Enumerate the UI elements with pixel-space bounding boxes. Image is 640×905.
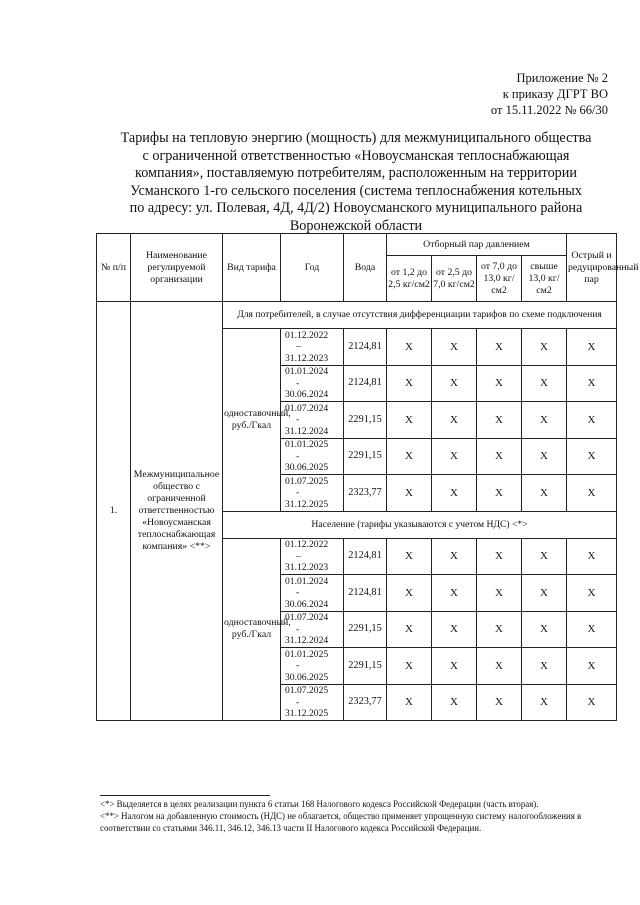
section-row bbox=[97, 302, 617, 329]
section-label: Для потребителей, в случае отсутствия дифференциации тарифов по схеме подключения bbox=[223, 302, 617, 329]
steam-tariff-p3: X bbox=[477, 684, 522, 721]
steam-tariff-p1: X bbox=[387, 438, 432, 475]
water-tariff: 2124,81 bbox=[344, 575, 387, 612]
header-steam-group: Отборный пар давлением bbox=[387, 234, 567, 256]
title-line: с ограниченной ответственностью «Новоусманская теплоснабжающая bbox=[142, 147, 570, 164]
tariff-type: одноставочный, руб./Гкал bbox=[223, 538, 281, 721]
water-tariff: 2291,15 bbox=[344, 611, 387, 648]
header-pressure-1: от 1,2 до 2,5 кг/см2 bbox=[387, 256, 432, 302]
period-cell bbox=[281, 365, 344, 402]
appendix-reference bbox=[491, 70, 608, 118]
steam-tariff-p3: X bbox=[477, 648, 522, 685]
period-dash: – bbox=[296, 550, 301, 562]
water-tariff: 2323,77 bbox=[344, 475, 387, 512]
water-tariff: 2291,15 bbox=[344, 402, 387, 439]
steam-tariff-p2: X bbox=[432, 329, 477, 366]
steam-tariff-p2: X bbox=[432, 538, 477, 575]
steam-tariff-sharp: X bbox=[567, 684, 617, 721]
steam-tariff-p2: X bbox=[432, 365, 477, 402]
steam-tariff-p2: X bbox=[432, 611, 477, 648]
period-cell bbox=[281, 475, 344, 512]
header-pressure-3: от 7,0 до 13,0 кг/см2 bbox=[477, 256, 522, 302]
steam-tariff-p1: X bbox=[387, 329, 432, 366]
period-to: 30.06.2025 bbox=[285, 671, 329, 683]
footnote-2: <**> Налогом на добавленную стоимость (НДС) не облагается, общество применяет упрощенную систему налогообложения в соответствии со статьями 346.11, 346.12, 346.13 части II Налогового кодекса Российской Федерации. bbox=[100, 811, 582, 834]
steam-tariff-sharp: X bbox=[567, 648, 617, 685]
steam-tariff-p4: X bbox=[522, 475, 567, 512]
period-from: 01.07.2024 bbox=[285, 612, 329, 623]
period-cell bbox=[281, 611, 344, 648]
steam-tariff-p3: X bbox=[477, 329, 522, 366]
steam-tariff-p1: X bbox=[387, 475, 432, 512]
steam-tariff-p4: X bbox=[522, 575, 567, 612]
period-from: 01.12.2022 bbox=[285, 329, 329, 341]
steam-tariff-p2: X bbox=[432, 648, 477, 685]
period-from: 01.01.2024 bbox=[285, 575, 329, 587]
water-tariff: 2124,81 bbox=[344, 329, 387, 366]
steam-tariff-sharp: X bbox=[567, 575, 617, 612]
steam-tariff-sharp: X bbox=[567, 538, 617, 575]
period-dash: - bbox=[296, 450, 300, 462]
steam-tariff-p1: X bbox=[387, 575, 432, 612]
tariff-table bbox=[96, 233, 639, 721]
header-organization: Наименование регулируемой организации bbox=[131, 234, 223, 302]
title-line: Усманского 1-го сельского поселения (система теплоснабжения котельных bbox=[130, 182, 582, 199]
steam-tariff-p1: X bbox=[387, 684, 432, 721]
steam-tariff-p3: X bbox=[477, 438, 522, 475]
steam-tariff-p1: X bbox=[387, 611, 432, 648]
steam-tariff-p4: X bbox=[522, 329, 567, 366]
organization-name: Межмуниципальное общество с ограниченной ответственностью «Новоусманская теплоснабжающая компания» <**> bbox=[131, 302, 223, 721]
steam-tariff-sharp: X bbox=[567, 475, 617, 512]
header-year: Год bbox=[281, 234, 344, 302]
period-to: 30.06.2025 bbox=[285, 462, 329, 473]
steam-tariff-p4: X bbox=[522, 438, 567, 475]
period-dash: - bbox=[296, 660, 300, 671]
water-tariff: 2323,77 bbox=[344, 684, 387, 721]
period-cell bbox=[281, 402, 344, 439]
steam-tariff-p4: X bbox=[522, 365, 567, 402]
table-body bbox=[97, 302, 617, 721]
steam-tariff-sharp: X bbox=[567, 438, 617, 475]
appendix-number: Приложение № 2 bbox=[516, 71, 608, 85]
footnotes bbox=[100, 795, 618, 835]
steam-tariff-sharp: X bbox=[567, 329, 617, 366]
row-number: 1. bbox=[97, 302, 131, 721]
period-to: 31.12.2024 bbox=[285, 425, 329, 437]
period-to: 31.12.2025 bbox=[285, 498, 329, 510]
period-from: 01.01.2025 bbox=[285, 648, 329, 660]
steam-tariff-p1: X bbox=[387, 365, 432, 402]
title-line: Тарифы на тепловую энергию (мощность) для межмуниципального общества bbox=[120, 130, 592, 146]
steam-tariff-p3: X bbox=[477, 611, 522, 648]
header-water: Вода bbox=[344, 234, 387, 302]
period-dash: - bbox=[296, 587, 300, 598]
appendix-order: к приказу ДГРТ ВО bbox=[502, 87, 608, 101]
period-cell bbox=[281, 575, 344, 612]
header-pressure-2: от 2,5 до 7,0 кг/см2 bbox=[432, 256, 477, 302]
steam-tariff-p2: X bbox=[432, 684, 477, 721]
steam-tariff-p3: X bbox=[477, 365, 522, 402]
steam-tariff-p3: X bbox=[477, 402, 522, 439]
footnote-1: <*> Выделяется в целях реализации пункта 6 статьи 168 Налогового кодекса Российской Федерации (часть вторая). bbox=[100, 799, 539, 809]
period-from: 01.07.2025 bbox=[285, 685, 329, 696]
steam-tariff-p2: X bbox=[432, 575, 477, 612]
title-line: по адресу: ул. Полевая, 4Д, 4Д/2) Новоусманского муниципального района bbox=[129, 200, 583, 217]
period-dash: - bbox=[296, 377, 300, 389]
period-dash: - bbox=[296, 414, 300, 425]
steam-tariff-p1: X bbox=[387, 648, 432, 685]
steam-tariff-sharp: X bbox=[567, 365, 617, 402]
water-tariff: 2291,15 bbox=[344, 648, 387, 685]
header-number: № п/п bbox=[97, 234, 131, 302]
period-from: 01.07.2024 bbox=[285, 402, 329, 414]
period-dash: - bbox=[296, 696, 300, 708]
water-tariff: 2291,15 bbox=[344, 438, 387, 475]
steam-tariff-p2: X bbox=[432, 438, 477, 475]
steam-tariff-p4: X bbox=[522, 648, 567, 685]
period-dash: – bbox=[296, 341, 301, 352]
steam-tariff-p2: X bbox=[432, 475, 477, 512]
header-pressure-4: свыше 13,0 кг/см2 bbox=[522, 256, 567, 302]
steam-tariff-sharp: X bbox=[567, 611, 617, 648]
title-line: компания», поставляемую потребителям, расположенным на территории bbox=[135, 165, 577, 182]
period-to: 31.12.2023 bbox=[285, 562, 329, 573]
period-from: 01.01.2025 bbox=[285, 439, 329, 450]
header-tariff-type: Вид тарифа bbox=[223, 234, 281, 302]
period-cell bbox=[281, 438, 344, 475]
period-to: 31.12.2024 bbox=[285, 635, 329, 646]
period-to: 31.12.2023 bbox=[285, 352, 329, 364]
steam-tariff-p4: X bbox=[522, 402, 567, 439]
period-from: 01.07.2025 bbox=[285, 475, 329, 487]
steam-tariff-p4: X bbox=[522, 684, 567, 721]
appendix-date: от 15.11.2022 № 66/30 bbox=[490, 103, 608, 117]
section-label: Население (тарифы указываются с учетом НДС) <*> bbox=[223, 511, 617, 538]
period-cell bbox=[281, 538, 344, 575]
document-title bbox=[96, 130, 616, 236]
steam-tariff-p3: X bbox=[477, 575, 522, 612]
steam-tariff-p1: X bbox=[387, 538, 432, 575]
footnote-divider bbox=[100, 795, 270, 796]
steam-tariff-p4: X bbox=[522, 538, 567, 575]
steam-tariff-p2: X bbox=[432, 402, 477, 439]
period-dash: - bbox=[296, 487, 300, 498]
period-cell bbox=[281, 684, 344, 721]
tariff-type: одноставочный, руб./Гкал bbox=[223, 329, 281, 512]
period-from: 01.01.2024 bbox=[285, 366, 329, 377]
header-sharp-steam: Острый и редуцированный пар bbox=[567, 234, 617, 302]
period-cell bbox=[281, 329, 344, 366]
period-to: 30.06.2024 bbox=[285, 598, 329, 610]
water-tariff: 2124,81 bbox=[344, 538, 387, 575]
period-cell bbox=[281, 648, 344, 685]
steam-tariff-p1: X bbox=[387, 402, 432, 439]
period-to: 31.12.2025 bbox=[285, 708, 329, 719]
title-line: Воронежской области bbox=[289, 217, 423, 234]
period-from: 01.12.2022 bbox=[285, 539, 329, 550]
period-dash: - bbox=[296, 623, 300, 635]
steam-tariff-p3: X bbox=[477, 475, 522, 512]
water-tariff: 2124,81 bbox=[344, 365, 387, 402]
period-to: 30.06.2024 bbox=[285, 389, 329, 400]
steam-tariff-p4: X bbox=[522, 611, 567, 648]
steam-tariff-p3: X bbox=[477, 538, 522, 575]
steam-tariff-sharp: X bbox=[567, 402, 617, 439]
